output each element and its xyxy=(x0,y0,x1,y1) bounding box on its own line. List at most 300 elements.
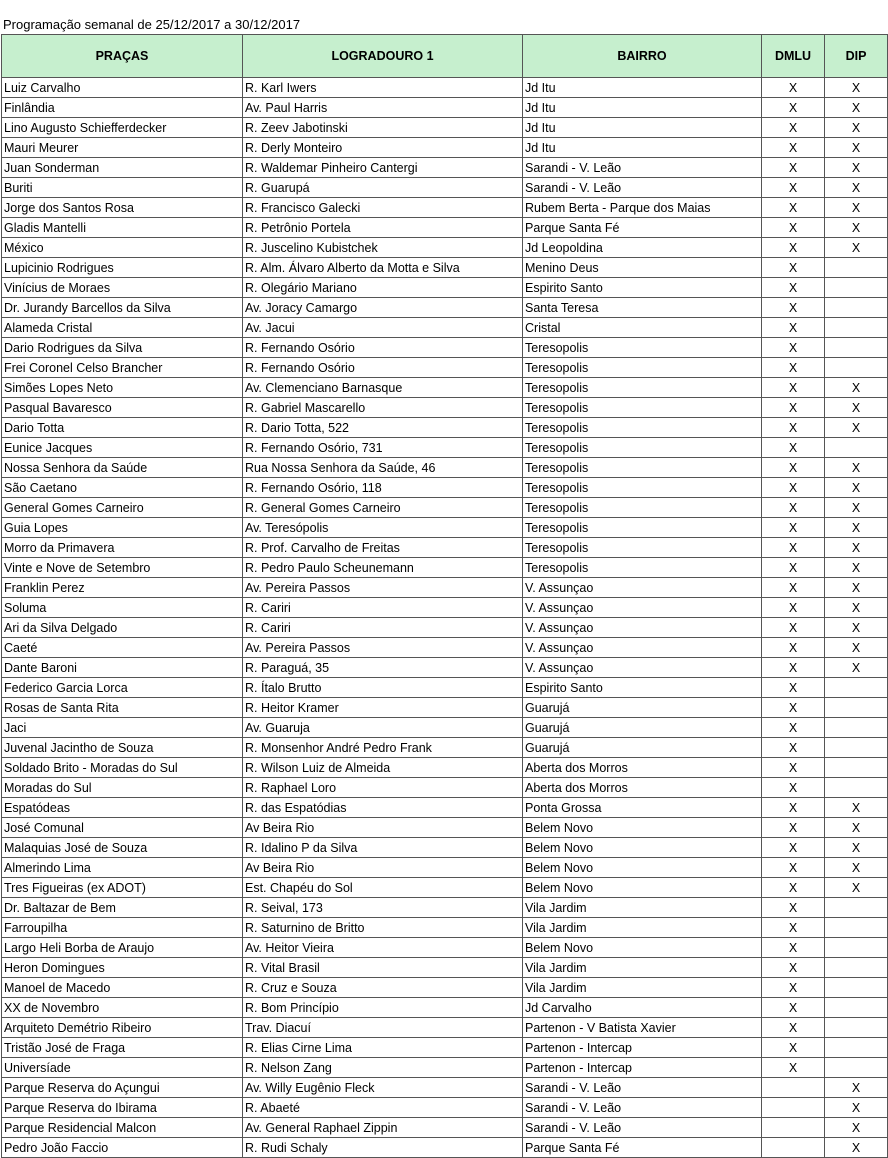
table-row xyxy=(2,318,888,338)
table-row xyxy=(2,538,888,558)
logradouro-cell: R. Cariri xyxy=(243,598,523,618)
logradouro-cell: R. Ítalo Brutto xyxy=(243,678,523,698)
dip-cell xyxy=(825,318,888,338)
praca-cell: Almerindo Lima xyxy=(2,858,243,878)
logradouro-cell: R. Rudi Schaly xyxy=(243,1138,523,1158)
dip-cell xyxy=(825,998,888,1018)
dmlu-cell: X xyxy=(762,438,825,458)
logradouro-cell: Rua Nossa Senhora da Saúde, 46 xyxy=(243,458,523,478)
dmlu-cell: X xyxy=(762,638,825,658)
logradouro-cell: Av. Pereira Passos xyxy=(243,578,523,598)
dip-cell xyxy=(825,898,888,918)
praca-cell: Franklin Perez xyxy=(2,578,243,598)
table-row xyxy=(2,278,888,298)
praca-cell: Jaci xyxy=(2,718,243,738)
dmlu-cell: X xyxy=(762,598,825,618)
logradouro-cell: R. Nelson Zang xyxy=(243,1058,523,1078)
table-row xyxy=(2,718,888,738)
dip-cell: X xyxy=(825,418,888,438)
table-row xyxy=(2,478,888,498)
dmlu-cell: X xyxy=(762,358,825,378)
dip-cell xyxy=(825,1038,888,1058)
praca-cell: General Gomes Carneiro xyxy=(2,498,243,518)
bairro-cell: Vila Jardim xyxy=(523,958,762,978)
dip-cell: X xyxy=(825,1098,888,1118)
dmlu-cell: X xyxy=(762,998,825,1018)
praca-cell: Parque Reserva do Ibirama xyxy=(2,1098,243,1118)
bairro-cell: Sarandi - V. Leão xyxy=(523,1118,762,1138)
bairro-cell: Teresopolis xyxy=(523,518,762,538)
bairro-cell: Guarujá xyxy=(523,718,762,738)
table-row xyxy=(2,98,888,118)
dmlu-cell: X xyxy=(762,278,825,298)
dmlu-cell: X xyxy=(762,138,825,158)
bairro-cell: Belem Novo xyxy=(523,858,762,878)
logradouro-cell: Av. Guaruja xyxy=(243,718,523,738)
table-row xyxy=(2,238,888,258)
praca-cell: Soldado Brito - Moradas do Sul xyxy=(2,758,243,778)
logradouro-cell: Av. Paul Harris xyxy=(243,98,523,118)
logradouro-cell: R. Dario Totta, 522 xyxy=(243,418,523,438)
table-row xyxy=(2,998,888,1018)
table-row xyxy=(2,418,888,438)
bairro-cell: Parque Santa Fé xyxy=(523,218,762,238)
dip-cell: X xyxy=(825,798,888,818)
table-body xyxy=(2,78,888,1158)
dmlu-cell: X xyxy=(762,198,825,218)
dmlu-cell: X xyxy=(762,678,825,698)
dip-cell xyxy=(825,958,888,978)
table-row xyxy=(2,1098,888,1118)
logradouro-cell: R. Zeev Jabotinski xyxy=(243,118,523,138)
header-bairro: BAIRRO xyxy=(523,35,762,78)
table-row xyxy=(2,378,888,398)
dip-cell: X xyxy=(825,398,888,418)
dmlu-cell: X xyxy=(762,118,825,138)
dip-cell: X xyxy=(825,458,888,478)
table-row xyxy=(2,838,888,858)
logradouro-cell: R. General Gomes Carneiro xyxy=(243,498,523,518)
dmlu-cell: X xyxy=(762,658,825,678)
logradouro-cell: Av. Jacui xyxy=(243,318,523,338)
dmlu-cell: X xyxy=(762,178,825,198)
header-logradouro: LOGRADOURO 1 xyxy=(243,35,523,78)
dmlu-cell: X xyxy=(762,458,825,478)
dip-cell: X xyxy=(825,618,888,638)
dip-cell xyxy=(825,298,888,318)
logradouro-cell: R. Fernando Osório, 118 xyxy=(243,478,523,498)
bairro-cell: Ponta Grossa xyxy=(523,798,762,818)
dip-cell: X xyxy=(825,118,888,138)
table-row xyxy=(2,298,888,318)
table-row xyxy=(2,558,888,578)
logradouro-cell: Est. Chapéu do Sol xyxy=(243,878,523,898)
bairro-cell: Teresopolis xyxy=(523,478,762,498)
table-row xyxy=(2,138,888,158)
bairro-cell: Aberta dos Morros xyxy=(523,778,762,798)
logradouro-cell: Av. General Raphael Zippin xyxy=(243,1118,523,1138)
bairro-cell: Sarandi - V. Leão xyxy=(523,1078,762,1098)
table-row xyxy=(2,438,888,458)
logradouro-cell: R. Fernando Osório xyxy=(243,358,523,378)
table-row xyxy=(2,658,888,678)
table-row xyxy=(2,818,888,838)
bairro-cell: V. Assunçao xyxy=(523,618,762,638)
logradouro-cell: R. Francisco Galecki xyxy=(243,198,523,218)
dmlu-cell: X xyxy=(762,558,825,578)
praca-cell: Buriti xyxy=(2,178,243,198)
table-row xyxy=(2,1018,888,1038)
praca-cell: Finlândia xyxy=(2,98,243,118)
dmlu-cell: X xyxy=(762,698,825,718)
table-row xyxy=(2,118,888,138)
dip-cell: X xyxy=(825,98,888,118)
logradouro-cell: Av Beira Rio xyxy=(243,858,523,878)
bairro-cell: Vila Jardim xyxy=(523,918,762,938)
dmlu-cell: X xyxy=(762,258,825,278)
table-row xyxy=(2,358,888,378)
bairro-cell: Vila Jardim xyxy=(523,898,762,918)
table-row xyxy=(2,158,888,178)
dmlu-cell: X xyxy=(762,1038,825,1058)
bairro-cell: Teresopolis xyxy=(523,498,762,518)
table-row xyxy=(2,78,888,98)
dip-cell: X xyxy=(825,858,888,878)
praca-cell: Lupicinio Rodrigues xyxy=(2,258,243,278)
dmlu-cell: X xyxy=(762,378,825,398)
bairro-cell: Espirito Santo xyxy=(523,278,762,298)
praca-cell: Dario Rodrigues da Silva xyxy=(2,338,243,358)
dmlu-cell: X xyxy=(762,838,825,858)
dip-cell: X xyxy=(825,658,888,678)
table-row xyxy=(2,518,888,538)
praca-cell: José Comunal xyxy=(2,818,243,838)
dmlu-cell: X xyxy=(762,878,825,898)
dmlu-cell: X xyxy=(762,758,825,778)
table-row xyxy=(2,778,888,798)
dip-cell: X xyxy=(825,878,888,898)
table-row xyxy=(2,1078,888,1098)
dip-cell: X xyxy=(825,138,888,158)
logradouro-cell: R. Cruz e Souza xyxy=(243,978,523,998)
page-title: Programação semanal de 25/12/2017 a 30/12/2017 xyxy=(3,17,301,32)
dmlu-cell: X xyxy=(762,578,825,598)
table-row xyxy=(2,618,888,638)
logradouro-cell: R. das Espatódias xyxy=(243,798,523,818)
dmlu-cell: X xyxy=(762,78,825,98)
logradouro-cell: R. Raphael Loro xyxy=(243,778,523,798)
bairro-cell: Teresopolis xyxy=(523,418,762,438)
dmlu-cell xyxy=(762,1118,825,1138)
table-row xyxy=(2,498,888,518)
bairro-cell: Teresopolis xyxy=(523,358,762,378)
praca-cell: Caeté xyxy=(2,638,243,658)
logradouro-cell: Av. Heitor Vieira xyxy=(243,938,523,958)
dmlu-cell: X xyxy=(762,818,825,838)
bairro-cell: Menino Deus xyxy=(523,258,762,278)
table-row xyxy=(2,338,888,358)
praca-cell: Pasqual Bavaresco xyxy=(2,398,243,418)
bairro-cell: Partenon - Intercap xyxy=(523,1058,762,1078)
praca-cell: Eunice Jacques xyxy=(2,438,243,458)
table-row xyxy=(2,878,888,898)
dip-cell: X xyxy=(825,638,888,658)
bairro-cell: Guarujá xyxy=(523,698,762,718)
dip-cell: X xyxy=(825,818,888,838)
table-row xyxy=(2,258,888,278)
praca-cell: Dante Baroni xyxy=(2,658,243,678)
dmlu-cell: X xyxy=(762,538,825,558)
dip-cell: X xyxy=(825,1138,888,1158)
header-dmlu: DMLU xyxy=(762,35,825,78)
bairro-cell: Teresopolis xyxy=(523,398,762,418)
table-row xyxy=(2,398,888,418)
praca-cell: Guia Lopes xyxy=(2,518,243,538)
table-row xyxy=(2,1138,888,1158)
dip-cell: X xyxy=(825,238,888,258)
logradouro-cell: R. Seival, 173 xyxy=(243,898,523,918)
dip-cell xyxy=(825,258,888,278)
praca-cell: São Caetano xyxy=(2,478,243,498)
dip-cell: X xyxy=(825,1118,888,1138)
praca-cell: Alameda Cristal xyxy=(2,318,243,338)
dip-cell: X xyxy=(825,178,888,198)
logradouro-cell: R. Bom Princípio xyxy=(243,998,523,1018)
praca-cell: Manoel de Macedo xyxy=(2,978,243,998)
bairro-cell: Partenon - Intercap xyxy=(523,1038,762,1058)
bairro-cell: Teresopolis xyxy=(523,338,762,358)
dmlu-cell: X xyxy=(762,318,825,338)
dip-cell xyxy=(825,1018,888,1038)
logradouro-cell: Av. Pereira Passos xyxy=(243,638,523,658)
praca-cell: Morro da Primavera xyxy=(2,538,243,558)
dip-cell: X xyxy=(825,838,888,858)
praca-cell: Malaquias José de Souza xyxy=(2,838,243,858)
praca-cell: Tristão José de Fraga xyxy=(2,1038,243,1058)
praca-cell: Farroupilha xyxy=(2,918,243,938)
praca-cell: Heron Domingues xyxy=(2,958,243,978)
logradouro-cell: R. Monsenhor André Pedro Frank xyxy=(243,738,523,758)
bairro-cell: Teresopolis xyxy=(523,438,762,458)
bairro-cell: Teresopolis xyxy=(523,558,762,578)
logradouro-cell: Trav. Diacuí xyxy=(243,1018,523,1038)
table-row xyxy=(2,758,888,778)
dip-cell xyxy=(825,278,888,298)
praca-cell: Soluma xyxy=(2,598,243,618)
praca-cell: Parque Reserva do Açungui xyxy=(2,1078,243,1098)
logradouro-cell: Av. Clemenciano Barnasque xyxy=(243,378,523,398)
praca-cell: Largo Heli Borba de Araujo xyxy=(2,938,243,958)
logradouro-cell: R. Paraguá, 35 xyxy=(243,658,523,678)
dmlu-cell: X xyxy=(762,978,825,998)
header-row xyxy=(2,35,888,78)
praca-cell: Espatódeas xyxy=(2,798,243,818)
logradouro-cell: R. Karl Iwers xyxy=(243,78,523,98)
dmlu-cell: X xyxy=(762,98,825,118)
dip-cell: X xyxy=(825,478,888,498)
table-row xyxy=(2,218,888,238)
bairro-cell: Belem Novo xyxy=(523,878,762,898)
header-pracas: PRAÇAS xyxy=(2,35,243,78)
dmlu-cell: X xyxy=(762,158,825,178)
table-row xyxy=(2,918,888,938)
dip-cell: X xyxy=(825,78,888,98)
praca-cell: Mauri Meurer xyxy=(2,138,243,158)
table-row xyxy=(2,938,888,958)
bairro-cell: Espirito Santo xyxy=(523,678,762,698)
logradouro-cell: R. Elias Cirne Lima xyxy=(243,1038,523,1058)
logradouro-cell: R. Waldemar Pinheiro Cantergi xyxy=(243,158,523,178)
schedule-table xyxy=(1,34,888,1158)
dip-cell xyxy=(825,758,888,778)
dip-cell: X xyxy=(825,378,888,398)
dmlu-cell: X xyxy=(762,738,825,758)
bairro-cell: Aberta dos Morros xyxy=(523,758,762,778)
bairro-cell: Sarandi - V. Leão xyxy=(523,178,762,198)
praca-cell: Parque Residencial Malcon xyxy=(2,1118,243,1138)
praca-cell: Ari da Silva Delgado xyxy=(2,618,243,638)
logradouro-cell: R. Derly Monteiro xyxy=(243,138,523,158)
praca-cell: Dr. Jurandy Barcellos da Silva xyxy=(2,298,243,318)
dip-cell xyxy=(825,738,888,758)
dmlu-cell: X xyxy=(762,238,825,258)
praca-cell: Vinte e Nove de Setembro xyxy=(2,558,243,578)
praca-cell: Frei Coronel Celso Brancher xyxy=(2,358,243,378)
dmlu-cell: X xyxy=(762,918,825,938)
praca-cell: Nossa Senhora da Saúde xyxy=(2,458,243,478)
bairro-cell: Jd Itu xyxy=(523,118,762,138)
praca-cell: Gladis Mantelli xyxy=(2,218,243,238)
logradouro-cell: R. Guarupá xyxy=(243,178,523,198)
bairro-cell: Cristal xyxy=(523,318,762,338)
dip-cell: X xyxy=(825,578,888,598)
dip-cell: X xyxy=(825,498,888,518)
bairro-cell: Belem Novo xyxy=(523,818,762,838)
logradouro-cell: Av. Joracy Camargo xyxy=(243,298,523,318)
dip-cell xyxy=(825,698,888,718)
logradouro-cell: R. Fernando Osório, 731 xyxy=(243,438,523,458)
logradouro-cell: R. Gabriel Mascarello xyxy=(243,398,523,418)
dip-cell xyxy=(825,338,888,358)
bairro-cell: Vila Jardim xyxy=(523,978,762,998)
dmlu-cell: X xyxy=(762,938,825,958)
bairro-cell: Belem Novo xyxy=(523,838,762,858)
praca-cell: Vinícius de Moraes xyxy=(2,278,243,298)
dmlu-cell xyxy=(762,1138,825,1158)
praca-cell: Dario Totta xyxy=(2,418,243,438)
praca-cell: Juvenal Jacintho de Souza xyxy=(2,738,243,758)
logradouro-cell: R. Pedro Paulo Scheunemann xyxy=(243,558,523,578)
table-row xyxy=(2,638,888,658)
dmlu-cell: X xyxy=(762,858,825,878)
bairro-cell: Guarujá xyxy=(523,738,762,758)
dip-cell: X xyxy=(825,198,888,218)
logradouro-cell: R. Olegário Mariano xyxy=(243,278,523,298)
praca-cell: Lino Augusto Schiefferdecker xyxy=(2,118,243,138)
dip-cell xyxy=(825,778,888,798)
logradouro-cell: R. Fernando Osório xyxy=(243,338,523,358)
dip-cell: X xyxy=(825,558,888,578)
dip-cell: X xyxy=(825,158,888,178)
praca-cell: México xyxy=(2,238,243,258)
dip-cell xyxy=(825,918,888,938)
dmlu-cell: X xyxy=(762,498,825,518)
bairro-cell: Teresopolis xyxy=(523,538,762,558)
table-row xyxy=(2,798,888,818)
dip-cell: X xyxy=(825,1078,888,1098)
dmlu-cell: X xyxy=(762,398,825,418)
dip-cell: X xyxy=(825,598,888,618)
praca-cell: Dr. Baltazar de Bem xyxy=(2,898,243,918)
praca-cell: Juan Sonderman xyxy=(2,158,243,178)
logradouro-cell: R. Petrônio Portela xyxy=(243,218,523,238)
dmlu-cell: X xyxy=(762,618,825,638)
dmlu-cell: X xyxy=(762,478,825,498)
bairro-cell: Teresopolis xyxy=(523,378,762,398)
table-row xyxy=(2,1038,888,1058)
dmlu-cell: X xyxy=(762,778,825,798)
logradouro-cell: R. Abaeté xyxy=(243,1098,523,1118)
praca-cell: XX de Novembro xyxy=(2,998,243,1018)
table-row xyxy=(2,458,888,478)
logradouro-cell: R. Juscelino Kubistchek xyxy=(243,238,523,258)
bairro-cell: V. Assunçao xyxy=(523,658,762,678)
dmlu-cell xyxy=(762,1078,825,1098)
bairro-cell: V. Assunçao xyxy=(523,598,762,618)
dmlu-cell: X xyxy=(762,898,825,918)
dmlu-cell xyxy=(762,1098,825,1118)
praca-cell: Tres Figueiras (ex ADOT) xyxy=(2,878,243,898)
table-row xyxy=(2,178,888,198)
table-row xyxy=(2,898,888,918)
dip-cell xyxy=(825,1058,888,1078)
bairro-cell: V. Assunçao xyxy=(523,578,762,598)
praca-cell: Arquiteto Demétrio Ribeiro xyxy=(2,1018,243,1038)
bairro-cell: Teresopolis xyxy=(523,458,762,478)
logradouro-cell: R. Alm. Álvaro Alberto da Motta e Silva xyxy=(243,258,523,278)
logradouro-cell: Av. Teresópolis xyxy=(243,518,523,538)
table-row xyxy=(2,678,888,698)
praca-cell: Pedro João Faccio xyxy=(2,1138,243,1158)
bairro-cell: Belem Novo xyxy=(523,938,762,958)
logradouro-cell: R. Saturnino de Britto xyxy=(243,918,523,938)
logradouro-cell: R. Wilson Luiz de Almeida xyxy=(243,758,523,778)
dmlu-cell: X xyxy=(762,1058,825,1078)
table-row xyxy=(2,738,888,758)
praca-cell: Universíade xyxy=(2,1058,243,1078)
dip-cell: X xyxy=(825,518,888,538)
table-row xyxy=(2,598,888,618)
logradouro-cell: R. Cariri xyxy=(243,618,523,638)
praca-cell: Simões Lopes Neto xyxy=(2,378,243,398)
dmlu-cell: X xyxy=(762,518,825,538)
logradouro-cell: R. Prof. Carvalho de Freitas xyxy=(243,538,523,558)
praca-cell: Rosas de Santa Rita xyxy=(2,698,243,718)
dip-cell: X xyxy=(825,218,888,238)
dmlu-cell: X xyxy=(762,418,825,438)
table-row xyxy=(2,198,888,218)
dmlu-cell: X xyxy=(762,1018,825,1038)
table-row xyxy=(2,978,888,998)
dip-cell xyxy=(825,978,888,998)
table-row xyxy=(2,578,888,598)
table-row xyxy=(2,958,888,978)
dmlu-cell: X xyxy=(762,218,825,238)
praca-cell: Federico Garcia Lorca xyxy=(2,678,243,698)
bairro-cell: Santa Teresa xyxy=(523,298,762,318)
logradouro-cell: R. Vital Brasil xyxy=(243,958,523,978)
dip-cell xyxy=(825,358,888,378)
